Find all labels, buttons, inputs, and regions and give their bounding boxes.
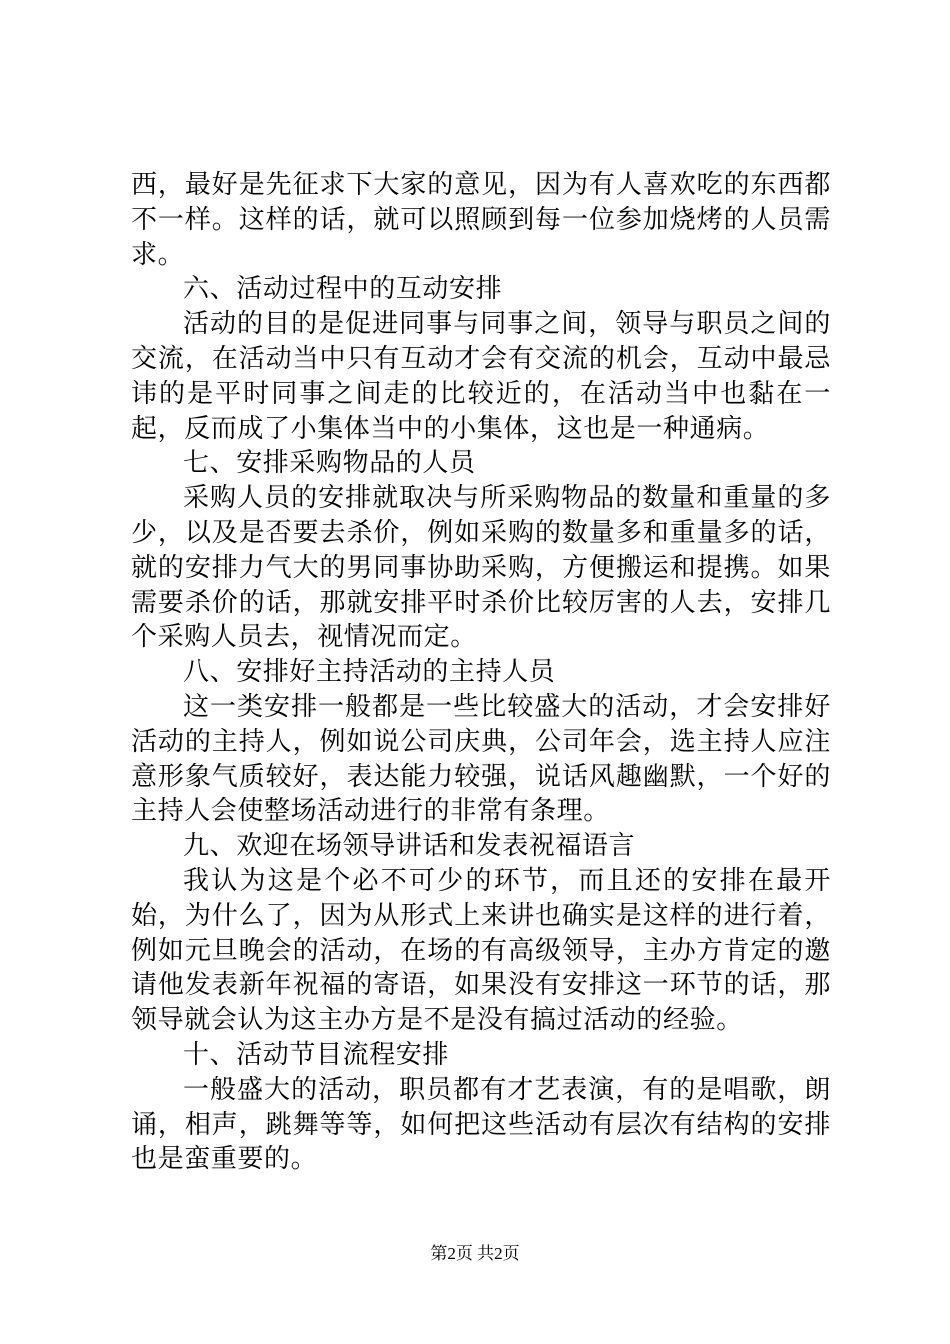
paragraph-continuation: 西，最好是先征求下大家的意见，因为有人喜欢吃的东西都不一样。这样的话，就可以照顾到每一位参加烧烤的人员需求。 [131, 170, 831, 270]
page-number-footer: 第2页 共2页 [430, 1244, 520, 1263]
section-heading-9: 九、欢迎在场领导讲话和发表祝福语言 [183, 831, 636, 862]
paragraph-host: 这一类安排一般都是一些比较盛大的活动，才会安排好活动的主持人，例如说公司庆典，公司年会，选主持人应注意形象气质较好，表达能力较强，说话风趣幽默，一个好的主持人会使整场活动进行的非常有条理。 [131, 691, 831, 827]
document-body [131, 168, 831, 1177]
paragraph-leader-speech: 我认为这是个必不可少的环节，而且还的安排在最开始，为什么了，因为从形式上来讲也确实是这样的进行着，例如元旦晚会的活动，在场的有高级领导，主办方肯定的邀请他发表新年祝福的寄语，如果没有安排这一环节的话，那领导就会认为这主办方是不是没有搞过活动的经验。 [131, 865, 831, 1036]
paragraph-purchasing: 采购人员的安排就取决与所采购物品的数量和重量的多少，以及是否要去杀价，例如采购的数量多和重量多的话，就的安排力气大的男同事协助采购，方便搬运和提携。如果需要杀价的话，那就安排平时杀价比较厉害的人去，安排几个采购人员去，视情况而定。 [131, 483, 831, 653]
section-heading-7: 七、安排采购物品的人员 [183, 448, 476, 479]
paragraph-program: 一般盛大的活动，职员都有才艺表演，有的是唱歌，朗诵，相声，跳舞等等，如何把这些活动有层次有结构的安排也是蛮重要的。 [131, 1074, 831, 1175]
paragraph-interaction: 活动的目的是促进同事与同事之间，领导与职员之间的交流，在活动当中只有互动才会有交流的机会，互动中最忌讳的是平时同事之间走的比较近的，在活动当中也黏在一起，反而成了小集体当中的小集体，这也是一种通病。 [131, 309, 831, 444]
section-heading-6: 六、活动过程中的互动安排 [183, 274, 503, 305]
section-heading-8: 八、安排好主持活动的主持人员 [183, 657, 556, 688]
section-heading-10: 十、活动节目流程安排 [183, 1039, 450, 1070]
